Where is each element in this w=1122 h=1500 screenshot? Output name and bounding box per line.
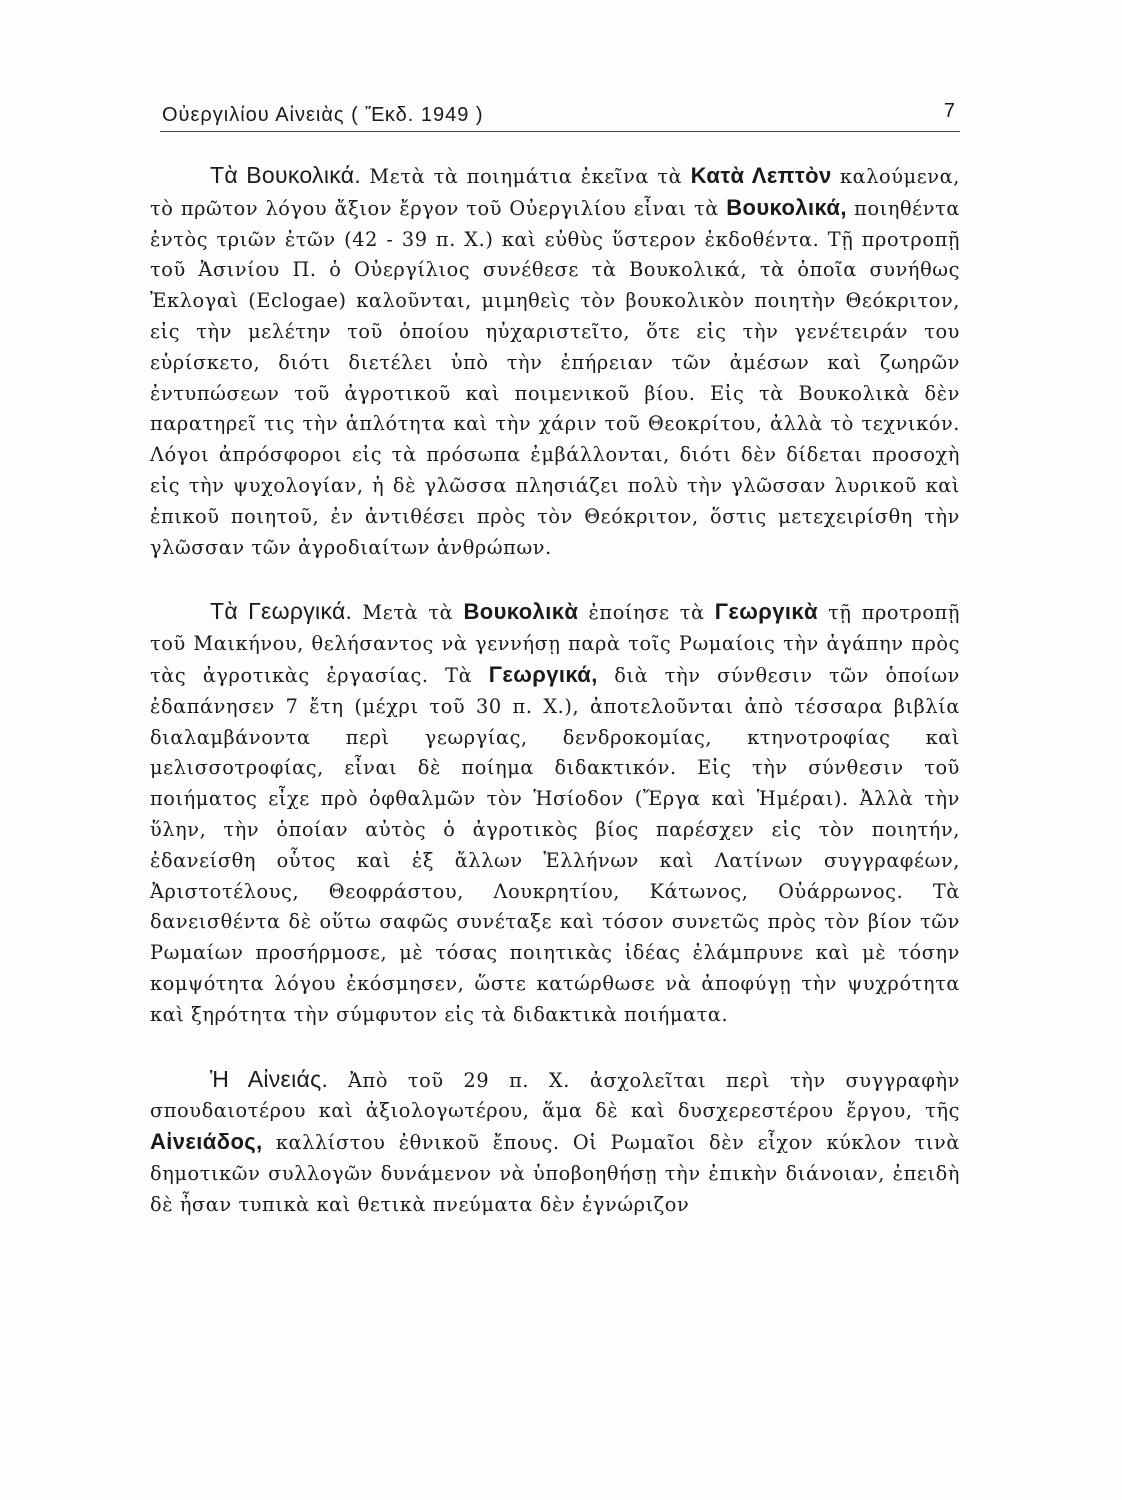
paragraph-text: Ἀπὸ τοῦ 29 π. Χ. ἀσχολεῖται περὶ τὴν συγγραφὴν σπουδαιοτέρου καὶ ἀξιολογωτέρου, ἅμα δὲ καὶ δυσχερεστέρου ἔργου, τῆς <box>150 1068 960 1123</box>
bold-term: Βουκολικὰ <box>463 599 579 625</box>
paragraph-text: ποιηθέντα ἐντὸς τριῶν ἐτῶν (42 - 39 π. Χ.) καὶ εὐθὺς ὕστερον ἐκδοθέντα. Τῇ προτροπῇ τοῦ Ἀσινίου Π. ὁ Οὐεργίλιος συνέθεσε τὰ Βουκολικά, τὰ ὁποῖα συνήθως Ἐκλογαὶ (Eclogae) καλοῦνται, μιμηθεὶς τὸν βουκολικὸν ποιητὴν Θεόκριτον, εἰς τὴν μελέτην τοῦ ὁποίου ηὐχαριστεῖτο, ὅτε εἰς τὴν γενέτειράν του εὑρίσκετο, διότι διετέλει ὑπὸ τὴν ἐπήρειαν τῶν ἀμέσων καὶ ζωηρῶν ἐντυπώσεων τοῦ ἀγροτικοῦ καὶ ποιμενικοῦ βίου. Εἰς τὰ Βουκολικὰ δὲν παρατηρεῖ τις τὴν ἁπλότητα καὶ τὴν χάριν τοῦ Θεοκρίτου, ἀλλὰ τὸ τεχνικόν. Λόγοι ἀπρόσφοροι εἰς τὰ πρόσωπα ἐμβάλλονται, διότι δὲν δίδεται προσοχὴ εἰς τὴν ψυχολογίαν, ἡ δὲ γλῶσσα πλησιάζει πολὺ τὴν γλῶσσαν λυρικοῦ καὶ ἐπικοῦ ποιητοῦ, ἐν ἀντιθέσει πρὸς τὸν Θεόκριτον, ὅστις μετεχειρίσθη τὴν γλῶσσαν τῶν ἀγροδιαίτων ἀνθρώπων. <box>150 196 960 559</box>
page-number: 7 <box>943 100 956 122</box>
bold-term: Γεωργικά, <box>488 661 598 687</box>
section-aineias <box>150 1064 960 1221</box>
running-title: Οὐεργιλίου Αἰνειὰς ( Ἔκδ. 1949 ) <box>162 104 484 126</box>
section-title: Τὰ Βουκολικά. <box>210 162 362 188</box>
bold-term: Γεωργικὰ <box>714 599 818 625</box>
paragraph-text: τῇ προτροπῇ τοῦ Μαικήνου, θελήσαντος νὰ γεννήσῃ παρὰ τοῖς Ρωμαίοις τὴν ἀγάπην πρὸς τὰς ἀγροτικὰς ἐργασίας. Τὰ <box>150 601 960 687</box>
paragraph-text: Μετὰ τὰ <box>352 601 464 625</box>
paragraph-text: καλούμενα, τὸ πρῶτον λόγου ἄξιον ἔργον τοῦ Οὐεργιλίου εἶναι τὰ <box>150 165 960 220</box>
section-georgika <box>150 596 960 1030</box>
section-boukolika <box>150 160 960 563</box>
paragraph-text: διὰ τὴν σύνθεσιν τῶν ὁποίων ἐδαπάνησεν 7 ἔτη (μέχρι τοῦ 30 π. Χ.), ἀποτελοῦνται ἀπὸ τέσσαρα βιβλία διαλαμβάνοντα περὶ γεωργίας, δενδροκομίας, κτηνοτροφίας καὶ μελισσοτροφίας, εἶναι δὲ ποίημα διδακτικόν. Εἰς τὴν σύνθεσιν τοῦ ποιήματος εἶχε πρὸ ὀφθαλμῶν τὸν Ἡσίοδον (Ἔργα καὶ Ἡμέραι). Ἀλλὰ τὴν ὕλην, τὴν ὁποίαν αὐτὸς ὁ ἀγροτικὸς βίος παρέσχεν εἰς τὸν ποιητήν, ἐδανείσθη οὗτος καὶ ἐξ ἄλλων Ἑλλήνων καὶ Λατίνων συγγραφέων, Ἀριστοτέλους, Θεοφράστου, Λουκρητίου, Κάτωνος, Οὐάρρωνος. Τὰ δανεισθέντα δὲ οὕτω σαφῶς συνέταξε καὶ τόσον συνετῶς πρὸς τὸν βίον τῶν Ρωμαίων προσήρμοσε, μὲ τόσας ποιητικὰς ἰδέας ἐλάμπρυνε καὶ μὲ τόσην κομψότητα λόγου ἐκόσμησεν, ὥστε κατώρθωσε νὰ ἀποφύγῃ τὴν ψυχρότητα καὶ ξηρότητα τὴν σύμφυτον εἰς τὰ διδακτικὰ ποιήματα. <box>150 663 960 1026</box>
paragraph-text: Μετὰ τὰ ποιημάτια ἐκεῖνα τὰ <box>361 165 691 188</box>
header-rule <box>160 131 960 132</box>
bold-term: Βουκολικά, <box>726 194 847 220</box>
body-text <box>150 160 960 1221</box>
page-header <box>162 102 962 132</box>
bold-term: Κατὰ Λεπτὸν <box>690 163 832 188</box>
section-title: Ἡ Αἰνειάς. <box>210 1065 329 1092</box>
bold-term: Αἰνειάδος, <box>150 1129 263 1155</box>
paragraph-text: ἐποίησε τὰ <box>578 601 715 625</box>
section-title: Τὰ Γεωργικά. <box>210 598 353 625</box>
paragraph-text: καλλίστου ἐθνικοῦ ἔπους. Οἱ Ρωμαῖοι δὲν εἶχον κύκλον τινὰ δημοτικῶν συλλογῶν δυνάμενον νὰ ὑποβοηθήσῃ τὴν ἐπικὴν διάνοιαν, ἐπειδὴ δὲ ἦσαν τυπικὰ καὶ θετικὰ πνεύματα δὲν ἐγνώριζον <box>150 1131 960 1216</box>
